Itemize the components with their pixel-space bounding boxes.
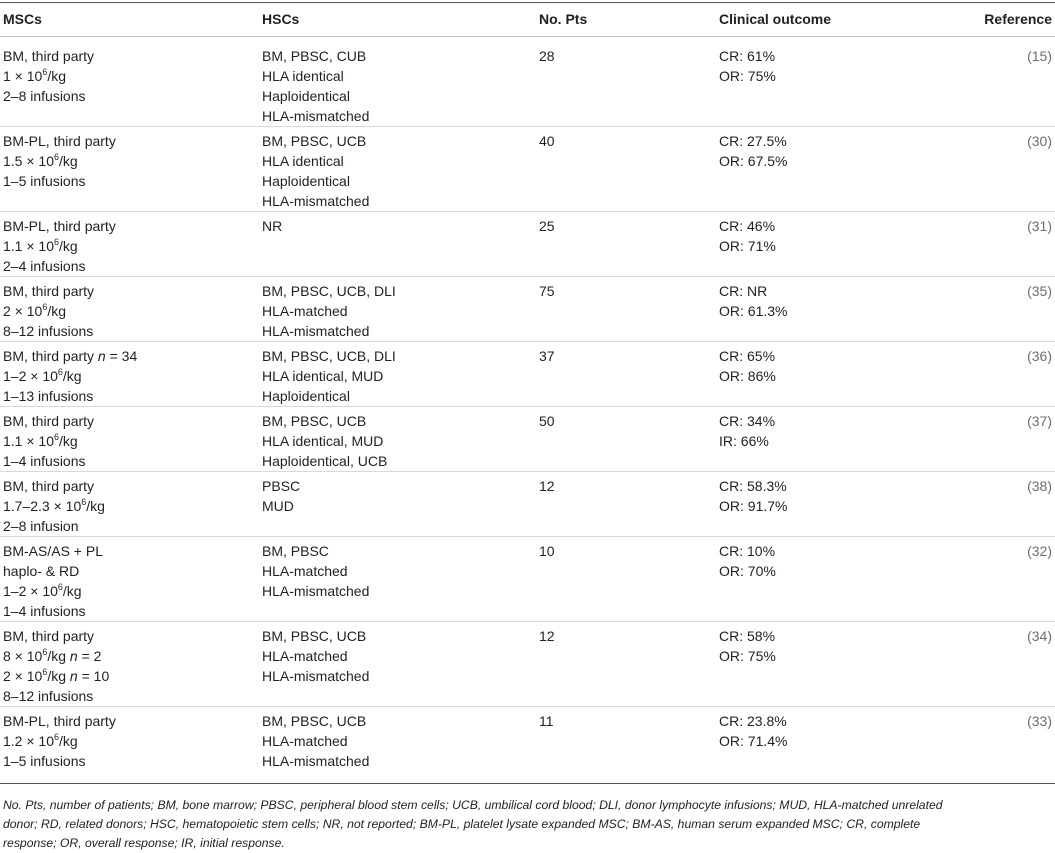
cell-mscs-line: $1.5 \times 10^6/kg$: [3, 152, 78, 169]
cell-hscs-line: HLA identical, MUD: [262, 368, 384, 384]
cell-reference: [1027, 281, 1052, 301]
cell-no-pts-line: 12: [539, 478, 555, 494]
cell-mscs-line: $1.2 \times 10^6/kg$: [3, 732, 78, 749]
cell-reference: [1027, 711, 1052, 731]
cell-hscs: [262, 281, 396, 341]
cell-outcome-line: CR: 34%: [719, 413, 776, 429]
cell-mscs-line: $1-2 \times 10^6/kg$: [3, 367, 82, 384]
cell-no-pts-line: 37: [539, 348, 555, 364]
cell-mscs-line: $1.7-2.3 \times 10^6/kg$: [3, 497, 105, 514]
cell-outcome-line: OR: 71%: [719, 238, 776, 254]
cell-outcome-line: OR: 71.4%: [719, 733, 788, 749]
cell-reference-line: (33): [1027, 713, 1052, 729]
cell-no-pts: [539, 216, 555, 236]
header-no-pts: No. Pts: [539, 11, 588, 27]
cell-mscs-line: $1.1 \times 10^6/kg$: [3, 432, 78, 449]
row-divider: [0, 211, 1055, 212]
cell-mscs: [3, 346, 137, 406]
cell-outcome-line: OR: 75%: [719, 648, 776, 664]
cell-hscs-line: HLA-matched: [262, 303, 348, 319]
cell-hscs-line: MUD: [262, 498, 294, 514]
cell-outcome: [719, 626, 776, 666]
header-hscs: HSCs: [262, 11, 300, 27]
cell-hscs-line: HLA-mismatched: [262, 193, 370, 209]
cell-mscs-line: BM-PL, third party: [3, 218, 116, 234]
cell-no-pts: [539, 476, 555, 496]
cell-outcome-line: CR: 27.5%: [719, 133, 787, 149]
cell-mscs: [3, 216, 116, 276]
cell-outcome-line: CR: 58%: [719, 628, 776, 644]
cell-hscs: [262, 541, 369, 601]
cell-outcome-line: CR: 46%: [719, 218, 776, 234]
cell-hscs: [262, 476, 300, 516]
cell-outcome-line: IR: 66%: [719, 433, 769, 449]
cell-reference-line: (31): [1027, 218, 1052, 234]
cell-hscs: [262, 346, 396, 406]
cell-outcome-line: OR: 91.7%: [719, 498, 788, 514]
cell-hscs-line: HLA-mismatched: [262, 323, 370, 339]
cell-hscs-line: HLA identical, MUD: [262, 433, 384, 449]
cell-mscs-line: 1–5 infusions: [3, 753, 86, 769]
cell-outcome-line: CR: 58.3%: [719, 478, 787, 494]
cell-mscs: [3, 541, 103, 621]
cell-no-pts-line: 28: [539, 48, 555, 64]
cell-hscs: [262, 411, 387, 471]
cell-hscs-line: HLA-mismatched: [262, 668, 370, 684]
cell-outcome-line: CR: 65%: [719, 348, 776, 364]
table-footnote: [3, 796, 1049, 853]
cell-hscs-line: BM, PBSC: [262, 543, 329, 559]
cell-mscs-line: haplo- & RD: [3, 563, 80, 579]
row-divider: [0, 406, 1055, 407]
cell-mscs-line: BM, third party: [3, 283, 95, 299]
cell-mscs: [3, 46, 94, 106]
cell-reference-line: (34): [1027, 628, 1052, 644]
cell-no-pts-line: 12: [539, 628, 555, 644]
cell-outcome: [719, 346, 776, 386]
cell-mscs: [3, 626, 109, 706]
cell-hscs-line: BM, PBSC, UCB: [262, 628, 367, 644]
cell-no-pts: [539, 541, 555, 561]
cell-hscs: [262, 131, 369, 211]
cell-outcome-line: CR: 10%: [719, 543, 776, 559]
row-divider: [0, 341, 1055, 342]
cell-mscs-line: $8 \times 10^6/kg$ n = 2: [3, 647, 102, 664]
cell-hscs-line: HLA-matched: [262, 733, 348, 749]
cell-hscs-line: BM, PBSC, UCB: [262, 713, 367, 729]
header-mscs: MSCs: [3, 11, 42, 27]
cell-hscs-line: HLA-mismatched: [262, 583, 370, 599]
row-divider: [0, 276, 1055, 277]
cell-hscs-line: BM, PBSC, UCB, DLI: [262, 283, 396, 299]
cell-outcome-line: CR: 61%: [719, 48, 776, 64]
cell-hscs: [262, 46, 369, 126]
header-clinical-outcome: Clinical outcome: [719, 11, 832, 27]
cell-mscs-line: 2–8 infusions: [3, 88, 86, 104]
table-bottom-rule: [0, 783, 1055, 784]
cell-outcome: [719, 711, 787, 751]
cell-mscs-line: 1–13 infusions: [3, 388, 94, 404]
cell-reference: [1027, 46, 1052, 66]
cell-outcome-line: OR: 61.3%: [719, 303, 788, 319]
cell-mscs-line: 8–12 infusions: [3, 323, 94, 339]
row-divider: [0, 706, 1055, 707]
cell-reference: [1027, 131, 1052, 151]
row-divider: [0, 471, 1055, 472]
cell-mscs-line: $2 \times 10^6/kg$ n = 10: [3, 667, 110, 684]
cell-outcome-line: CR: 23.8%: [719, 713, 787, 729]
cell-reference: [1027, 216, 1052, 236]
cell-mscs-line: BM, third party: [3, 628, 95, 644]
cell-hscs-line: HLA-matched: [262, 648, 348, 664]
cell-hscs-line: HLA-mismatched: [262, 753, 370, 769]
cell-hscs: [262, 626, 369, 686]
cell-outcome-line: OR: 70%: [719, 563, 776, 579]
cell-hscs-line: NR: [262, 218, 283, 234]
cell-hscs-line: BM, PBSC, UCB: [262, 413, 367, 429]
cell-no-pts-line: 25: [539, 218, 555, 234]
cell-hscs: [262, 216, 282, 236]
cell-no-pts-line: 40: [539, 133, 555, 149]
cell-mscs-line: 1–5 infusions: [3, 173, 86, 189]
cell-outcome: [719, 411, 775, 451]
header-rule: [0, 36, 1055, 37]
cell-mscs-line: BM-PL, third party: [3, 133, 116, 149]
cell-mscs-line: BM, third party: [3, 48, 95, 64]
cell-hscs-line: Haploidentical: [262, 388, 350, 404]
row-divider: [0, 126, 1055, 127]
cell-no-pts-line: 50: [539, 413, 555, 429]
cell-mscs-line: BM, third party: [3, 478, 95, 494]
cell-hscs-line: HLA-mismatched: [262, 108, 370, 124]
cell-reference: [1027, 626, 1052, 646]
cell-no-pts: [539, 711, 554, 731]
cell-mscs: [3, 711, 116, 771]
cell-mscs: [3, 476, 105, 536]
cell-outcome: [719, 46, 776, 86]
cell-no-pts: [539, 46, 555, 66]
cell-mscs-line: $1 \times 10^6/kg$: [3, 67, 67, 84]
cell-no-pts: [539, 131, 555, 151]
cell-mscs-line: BM, third party n = 34: [3, 348, 138, 364]
cell-reference: [1027, 346, 1052, 366]
cell-hscs-line: HLA identical: [262, 153, 344, 169]
cell-hscs-line: Haploidentical: [262, 88, 350, 104]
cell-reference-line: (36): [1027, 348, 1052, 364]
cell-mscs-line: 1–4 infusions: [3, 603, 86, 619]
cell-mscs: [3, 131, 116, 191]
cell-outcome-line: CR: NR: [719, 283, 768, 299]
cell-mscs-line: $1-2 \times 10^6/kg$: [3, 582, 82, 599]
cell-hscs-line: BM, PBSC, UCB, DLI: [262, 348, 396, 364]
cell-no-pts-line: 11: [539, 713, 554, 729]
cell-no-pts-line: 10: [539, 543, 555, 559]
cell-outcome: [719, 541, 776, 581]
footnote-line: response; OR, overall response; IR, initial response.: [3, 836, 285, 850]
cell-reference: [1027, 541, 1052, 561]
cell-hscs-line: Haploidentical, UCB: [262, 453, 388, 469]
footnote-line: No. Pts, number of patients; BM, bone marrow; PBSC, peripheral blood stem cells; UCB, umbilical cord blood; DLI, donor lymphocyte infusions; MUD, HLA-matched unrelated: [3, 798, 943, 812]
cell-no-pts: [539, 281, 555, 301]
cell-no-pts: [539, 626, 555, 646]
cell-reference-line: (37): [1027, 413, 1052, 429]
cell-outcome-line: OR: 86%: [719, 368, 776, 384]
footnote-line: donor; RD, related donors; HSC, hematopoietic stem cells; NR, not reported; BM-PL, platelet lysate expanded MSC; BM-AS, human serum expanded MSC; CR, complete: [3, 817, 921, 831]
cell-mscs-line: 8–12 infusions: [3, 688, 94, 704]
cell-reference: [1027, 411, 1052, 431]
cell-mscs-line: $1.1 \times 10^6/kg$: [3, 237, 78, 254]
cell-no-pts: [539, 411, 555, 431]
cell-reference: [1027, 476, 1052, 496]
cell-no-pts: [539, 346, 555, 366]
cell-no-pts-line: 75: [539, 283, 555, 299]
cell-hscs-line: BM, PBSC, UCB: [262, 133, 367, 149]
cell-mscs: [3, 281, 94, 341]
cell-outcome: [719, 131, 787, 171]
cell-hscs: [262, 711, 369, 771]
cell-mscs-line: BM, third party: [3, 413, 95, 429]
row-divider: [0, 536, 1055, 537]
cell-mscs-line: 1–4 infusions: [3, 453, 86, 469]
cell-hscs-line: PBSC: [262, 478, 301, 494]
cell-reference-line: (30): [1027, 133, 1052, 149]
cell-reference-line: (32): [1027, 543, 1052, 559]
cell-mscs: [3, 411, 94, 471]
cell-mscs-line: 2–8 infusion: [3, 518, 79, 534]
row-divider: [0, 621, 1055, 622]
table-top-rule: [0, 2, 1055, 3]
cell-reference-line: (38): [1027, 478, 1052, 494]
cell-hscs-line: Haploidentical: [262, 173, 350, 189]
cell-outcome-line: OR: 67.5%: [719, 153, 788, 169]
cell-outcome: [719, 216, 776, 256]
cell-hscs-line: BM, PBSC, CUB: [262, 48, 367, 64]
cell-mscs-line: $2 \times 10^6/kg$: [3, 302, 67, 319]
cell-hscs-line: HLA identical: [262, 68, 344, 84]
cell-outcome-line: OR: 75%: [719, 68, 776, 84]
cell-mscs-line: 2–4 infusions: [3, 258, 86, 274]
header-reference: Reference: [984, 11, 1052, 27]
cell-outcome: [719, 476, 787, 516]
cell-outcome: [719, 281, 787, 321]
cell-reference-line: (15): [1027, 48, 1052, 64]
cell-reference-line: (35): [1027, 283, 1052, 299]
cell-hscs-line: HLA-matched: [262, 563, 348, 579]
cell-mscs-line: BM-PL, third party: [3, 713, 116, 729]
cell-mscs-line: BM-AS/AS + PL: [3, 543, 103, 559]
